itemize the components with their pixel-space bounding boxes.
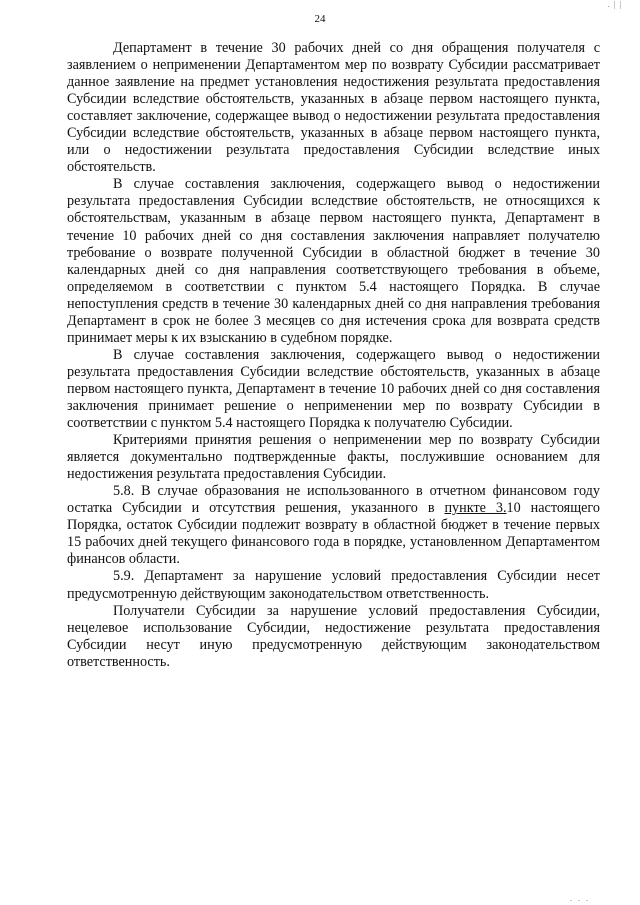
page-number: 24 xyxy=(314,13,326,25)
document-body xyxy=(67,40,600,671)
paragraph-return-requirement: В случае составления заключения, содержащего вывод о недостижении результата предоставления Субсидии вследствие обстоятельств, не относящихся к обстоятельствам, указанным в абзаце первом настоящего пункта, Департамент в течение 10 рабочих дней со дня составления заключения направляет получателю требование о возврате полученной Субсидии в областной бюджет в течение 30 календарных дней со дня направления соответствующего требования в объеме, определяемом в соответствии с пунктом 5.4 настоящего Порядка. В случае непоступления средств в течение 30 календарных дней со дня направления требования Департамент в срок не более 3 месяцев со дня истечения срока для возврата средств принимает меры к их взысканию в судебном порядке. xyxy=(67,176,600,346)
clause-reference-link[interactable]: пункте 3. xyxy=(444,500,507,517)
paragraph-5-8 xyxy=(67,483,600,568)
paragraph-5-8-text-end: 10 настоящего Порядка, остаток Субсидии подлежит возврату в областной бюджет в течение первых 15 рабочих дней текущего финансового года в порядке, установленном Департаментом финансов области. xyxy=(67,500,600,568)
paragraph-5-9: 5.9. Департамент за нарушение условий предоставления Субсидии несет предусмотренную действующим законодательством ответственность. xyxy=(67,568,600,602)
scan-mark-bottom: . . . xyxy=(570,894,590,903)
paragraph-recipients-liability: Получатели Субсидии за нарушение условий предоставления Субсидии, нецелевое использование Субсидии, недостижение результата предоставления Субсидии несут иную предусмотренную действующим законодательством ответственность. xyxy=(67,602,600,670)
paragraph-5-8-text-start: 5.8. В случае образования не использованного в отчетном финансовом году остатка Субсидии и отсутствия решения, указанного в xyxy=(67,483,600,517)
paragraph-decision-criteria: Критериями принятия решения о неприменении мер по возврату Субсидии является документально подтвержденные факты, послужившие основанием для недостижения результата предоставления Субсидии. xyxy=(67,432,600,483)
scan-mark-top: . | | xyxy=(607,0,622,9)
paragraph-non-application-decision: В случае составления заключения, содержащего вывод о недостижении результата предоставления Субсидии вследствие обстоятельств, указанных в абзаце первом настоящего пункта, Департамент в течение 10 рабочих дней со дня составления заключения принимает решение о неприменении мер по возврату Субсидии в соответствии с пунктом 5.4 настоящего Порядка к получателю Субсидии. xyxy=(67,346,600,432)
paragraph-department-review: Департамент в течение 30 рабочих дней со дня обращения получателя с заявлением о неприменении Департаментом мер по возврату Субсидии рассматривает данное заявление на предмет установления недостижения результата предоставления Субсидии вследствие обстоятельств, указанных в абзаце первом настоящего пункта, составляет заключение, содержащее вывод о недостижении результата предоставления Субсидии вследствие обстоятельств, указанных в абзаце первом настоящего пункта, или о недостижении результата предоставления Субсидии вследствие иных обстоятельств. xyxy=(67,40,600,176)
